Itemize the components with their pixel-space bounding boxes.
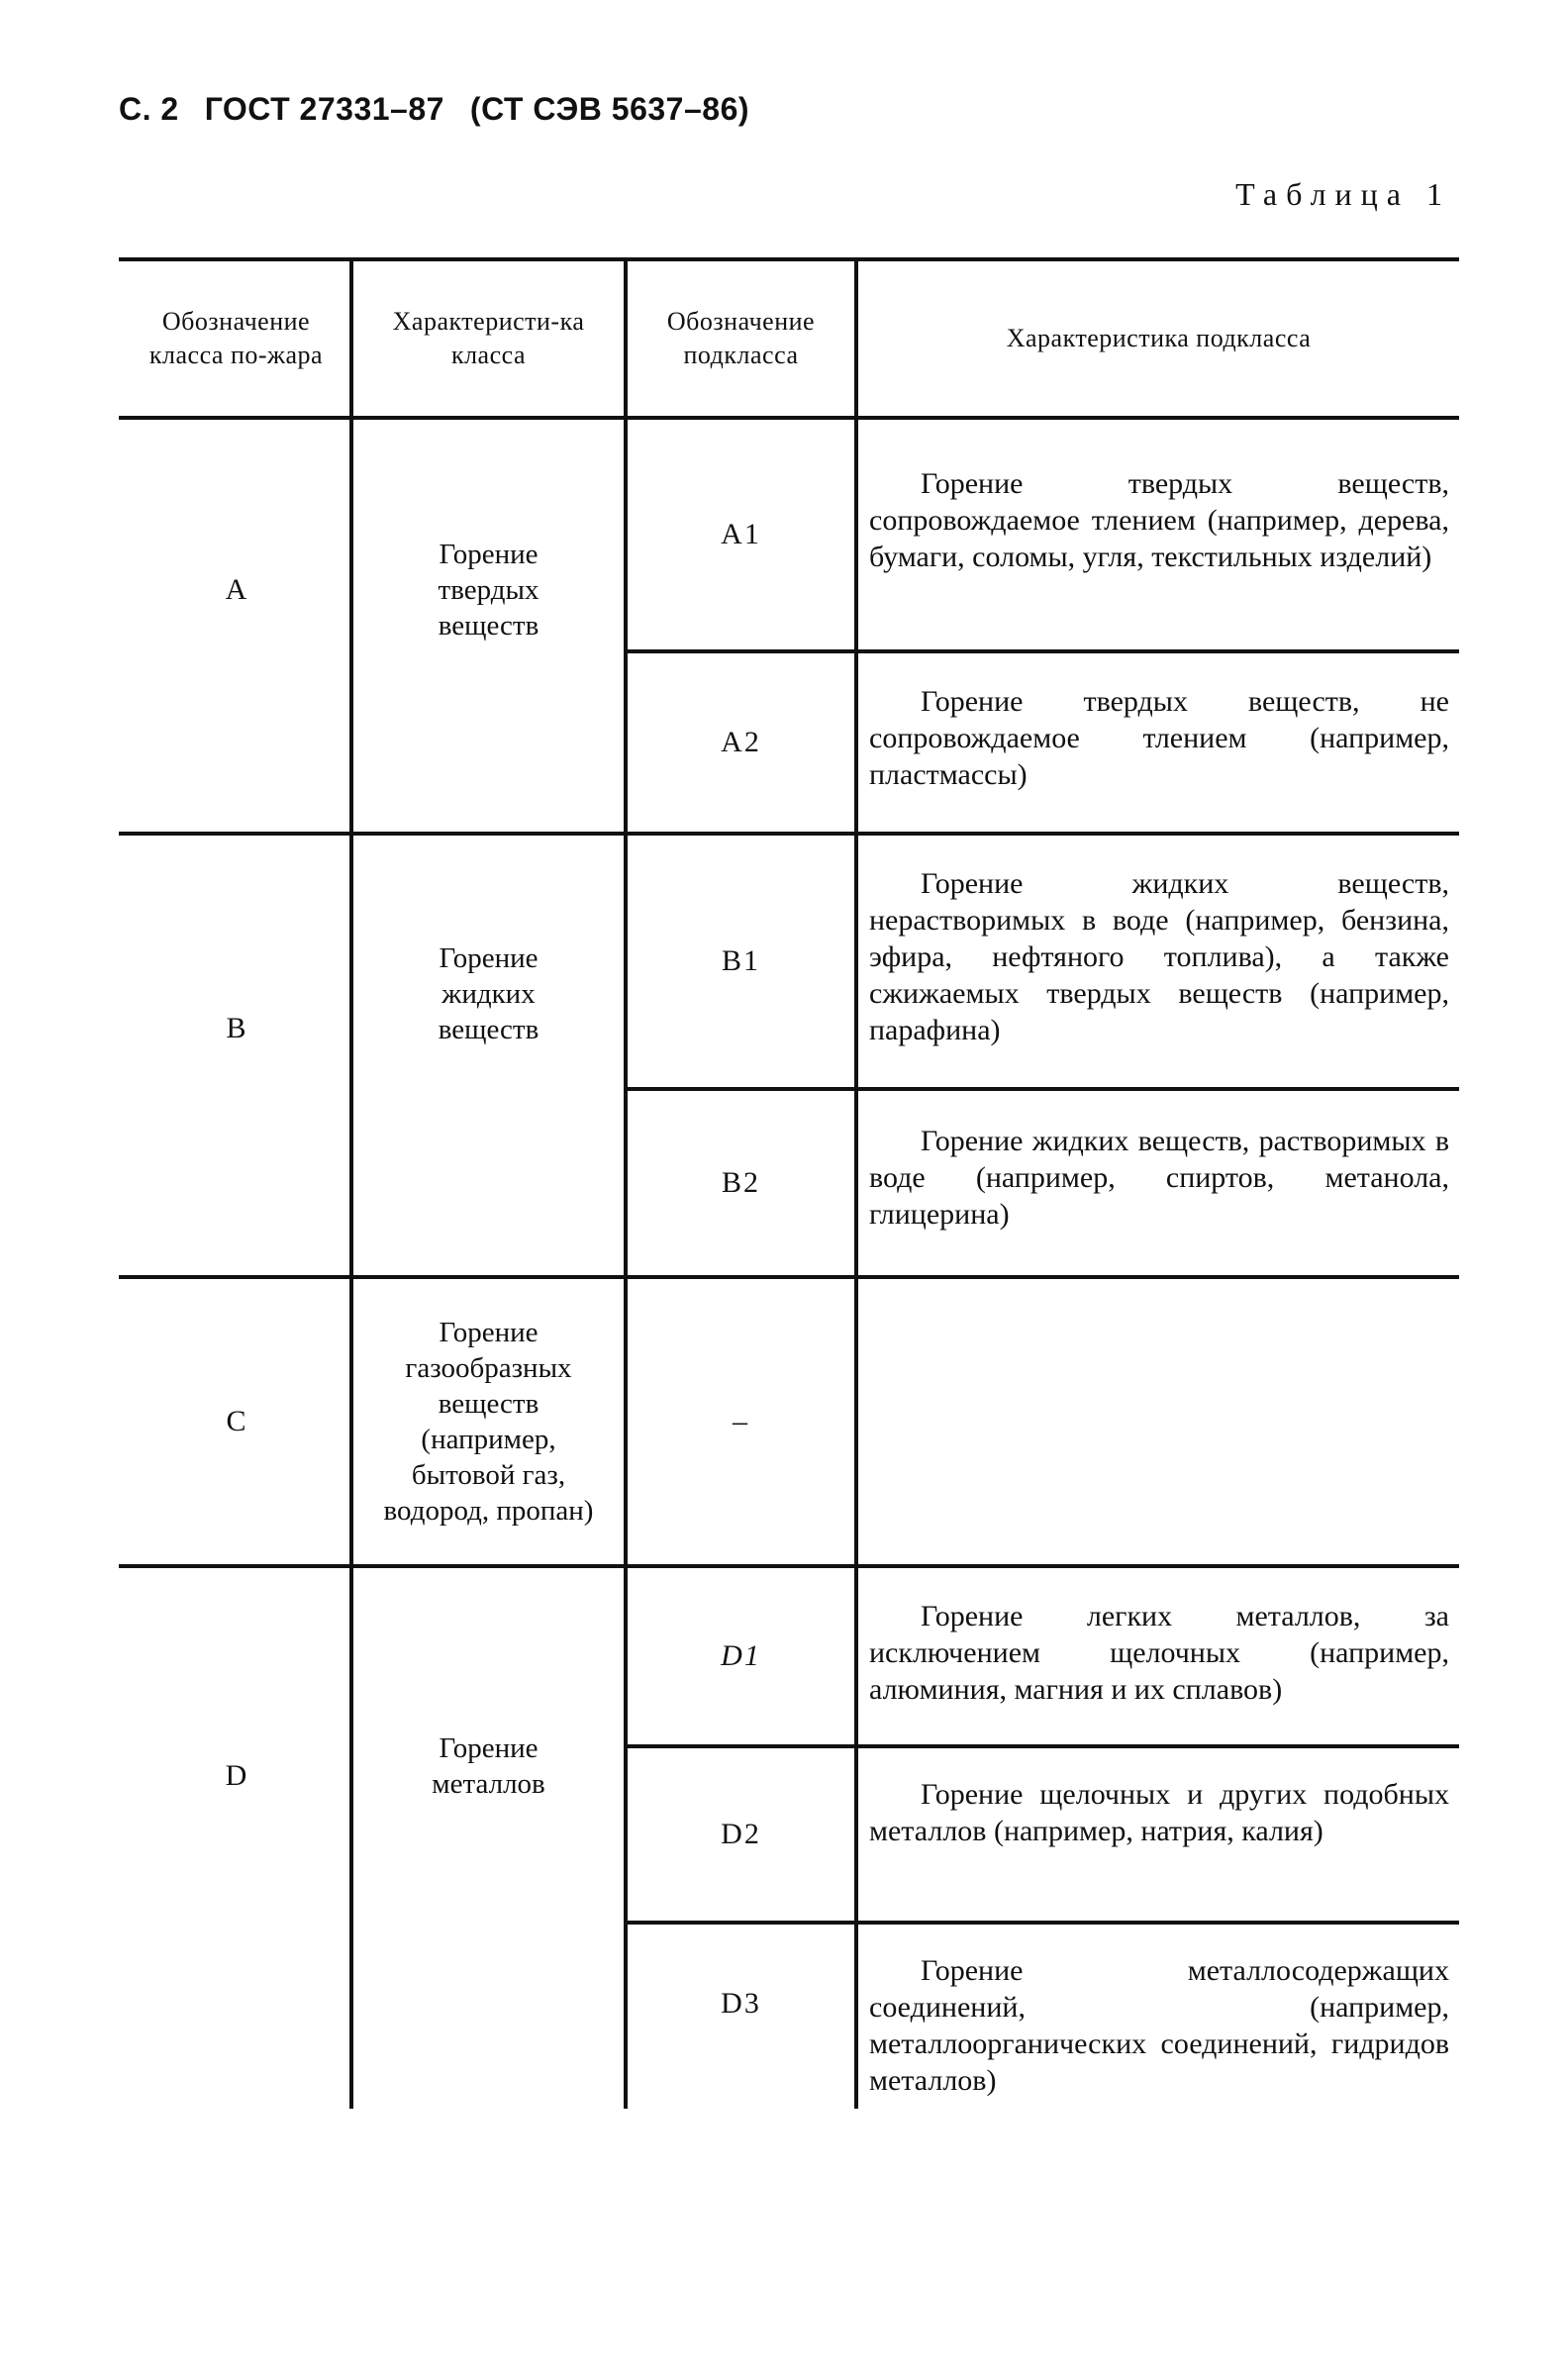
subclass-code: A1: [721, 518, 761, 550]
class-code: C: [226, 1405, 246, 1437]
class-characteristic: Горение металлов: [432, 1732, 545, 1800]
subclass-code: A2: [721, 726, 761, 758]
subclass-characteristic: [869, 683, 1449, 793]
class-characteristic: Горение газообразных веществ (например, бытовой газ, водород, пропан): [383, 1317, 594, 1527]
subclass-code: B1: [721, 944, 760, 977]
subclass-characteristic: [869, 1598, 1449, 1708]
subclass-characteristic-text: Горение металлосодержащих соединений, (например, металлоорганических соединений, гидридов металлов): [869, 1954, 1449, 2097]
subclass-characteristic-text: Горение жидких веществ, нерастворимых в воде (например, бензина, эфира, нефтяного топлива), а также сжижаемых твердых веществ (например, парафина): [869, 867, 1449, 1046]
col-divider-3: [854, 257, 858, 2109]
subclass-characteristic-text: Горение легких металлов, за исключением щелочных (например, алюминия, магния и их сплавов): [869, 1600, 1449, 1706]
column-header-subclass-characteristic: Характеристика подкласса: [1006, 324, 1312, 352]
subclass-characteristic: [869, 1123, 1449, 1233]
subclass-code: B2: [721, 1166, 760, 1199]
class-characteristic: Горение твердых веществ: [438, 539, 539, 642]
page-number: С. 2: [119, 91, 179, 127]
column-header-class: Обозначение класса по-жара: [148, 307, 324, 369]
subclass-code: D1: [721, 1639, 761, 1672]
subclass-characteristic-text: Горение твердых веществ, не сопровождаемое тлением (например, пластмассы): [869, 685, 1449, 791]
class-characteristic: Горение жидких веществ: [438, 942, 539, 1045]
column-header-subclass: Обозначение подкласса: [666, 307, 816, 369]
subclass-characteristic: [869, 1776, 1449, 1849]
subclass-characteristic: [869, 1952, 1449, 2099]
subclass-code: D3: [721, 1987, 761, 2020]
subclass-characteristic: [869, 465, 1449, 575]
subclass-characteristic-text: Горение твердых веществ, сопровождаемое тлением (например, дерева, бумаги, соломы, угля, текстильных изделий): [869, 467, 1449, 573]
table-caption: Таблица 1: [1235, 176, 1451, 212]
class-code: B: [226, 1012, 246, 1044]
standard-equivalent: (СТ СЭВ 5637–86): [469, 91, 750, 127]
subclass-code: –: [733, 1405, 749, 1437]
class-code: D: [225, 1759, 247, 1792]
subclass-characteristic: [869, 865, 1449, 1048]
class-code: A: [225, 573, 247, 606]
subclass-code: D2: [721, 1818, 761, 1850]
column-header-class-characteristic: Характеристи-ка класса: [392, 307, 585, 369]
subclass-characteristic-text: Горение щелочных и других подобных металлов (например, натрия, калия): [869, 1778, 1449, 1847]
subclass-characteristic-text: Горение жидких веществ, растворимых в воде (например, спиртов, метанола, глицерина): [869, 1125, 1449, 1231]
standard-number: ГОСТ 27331–87: [204, 91, 444, 127]
page-header: [119, 91, 775, 128]
